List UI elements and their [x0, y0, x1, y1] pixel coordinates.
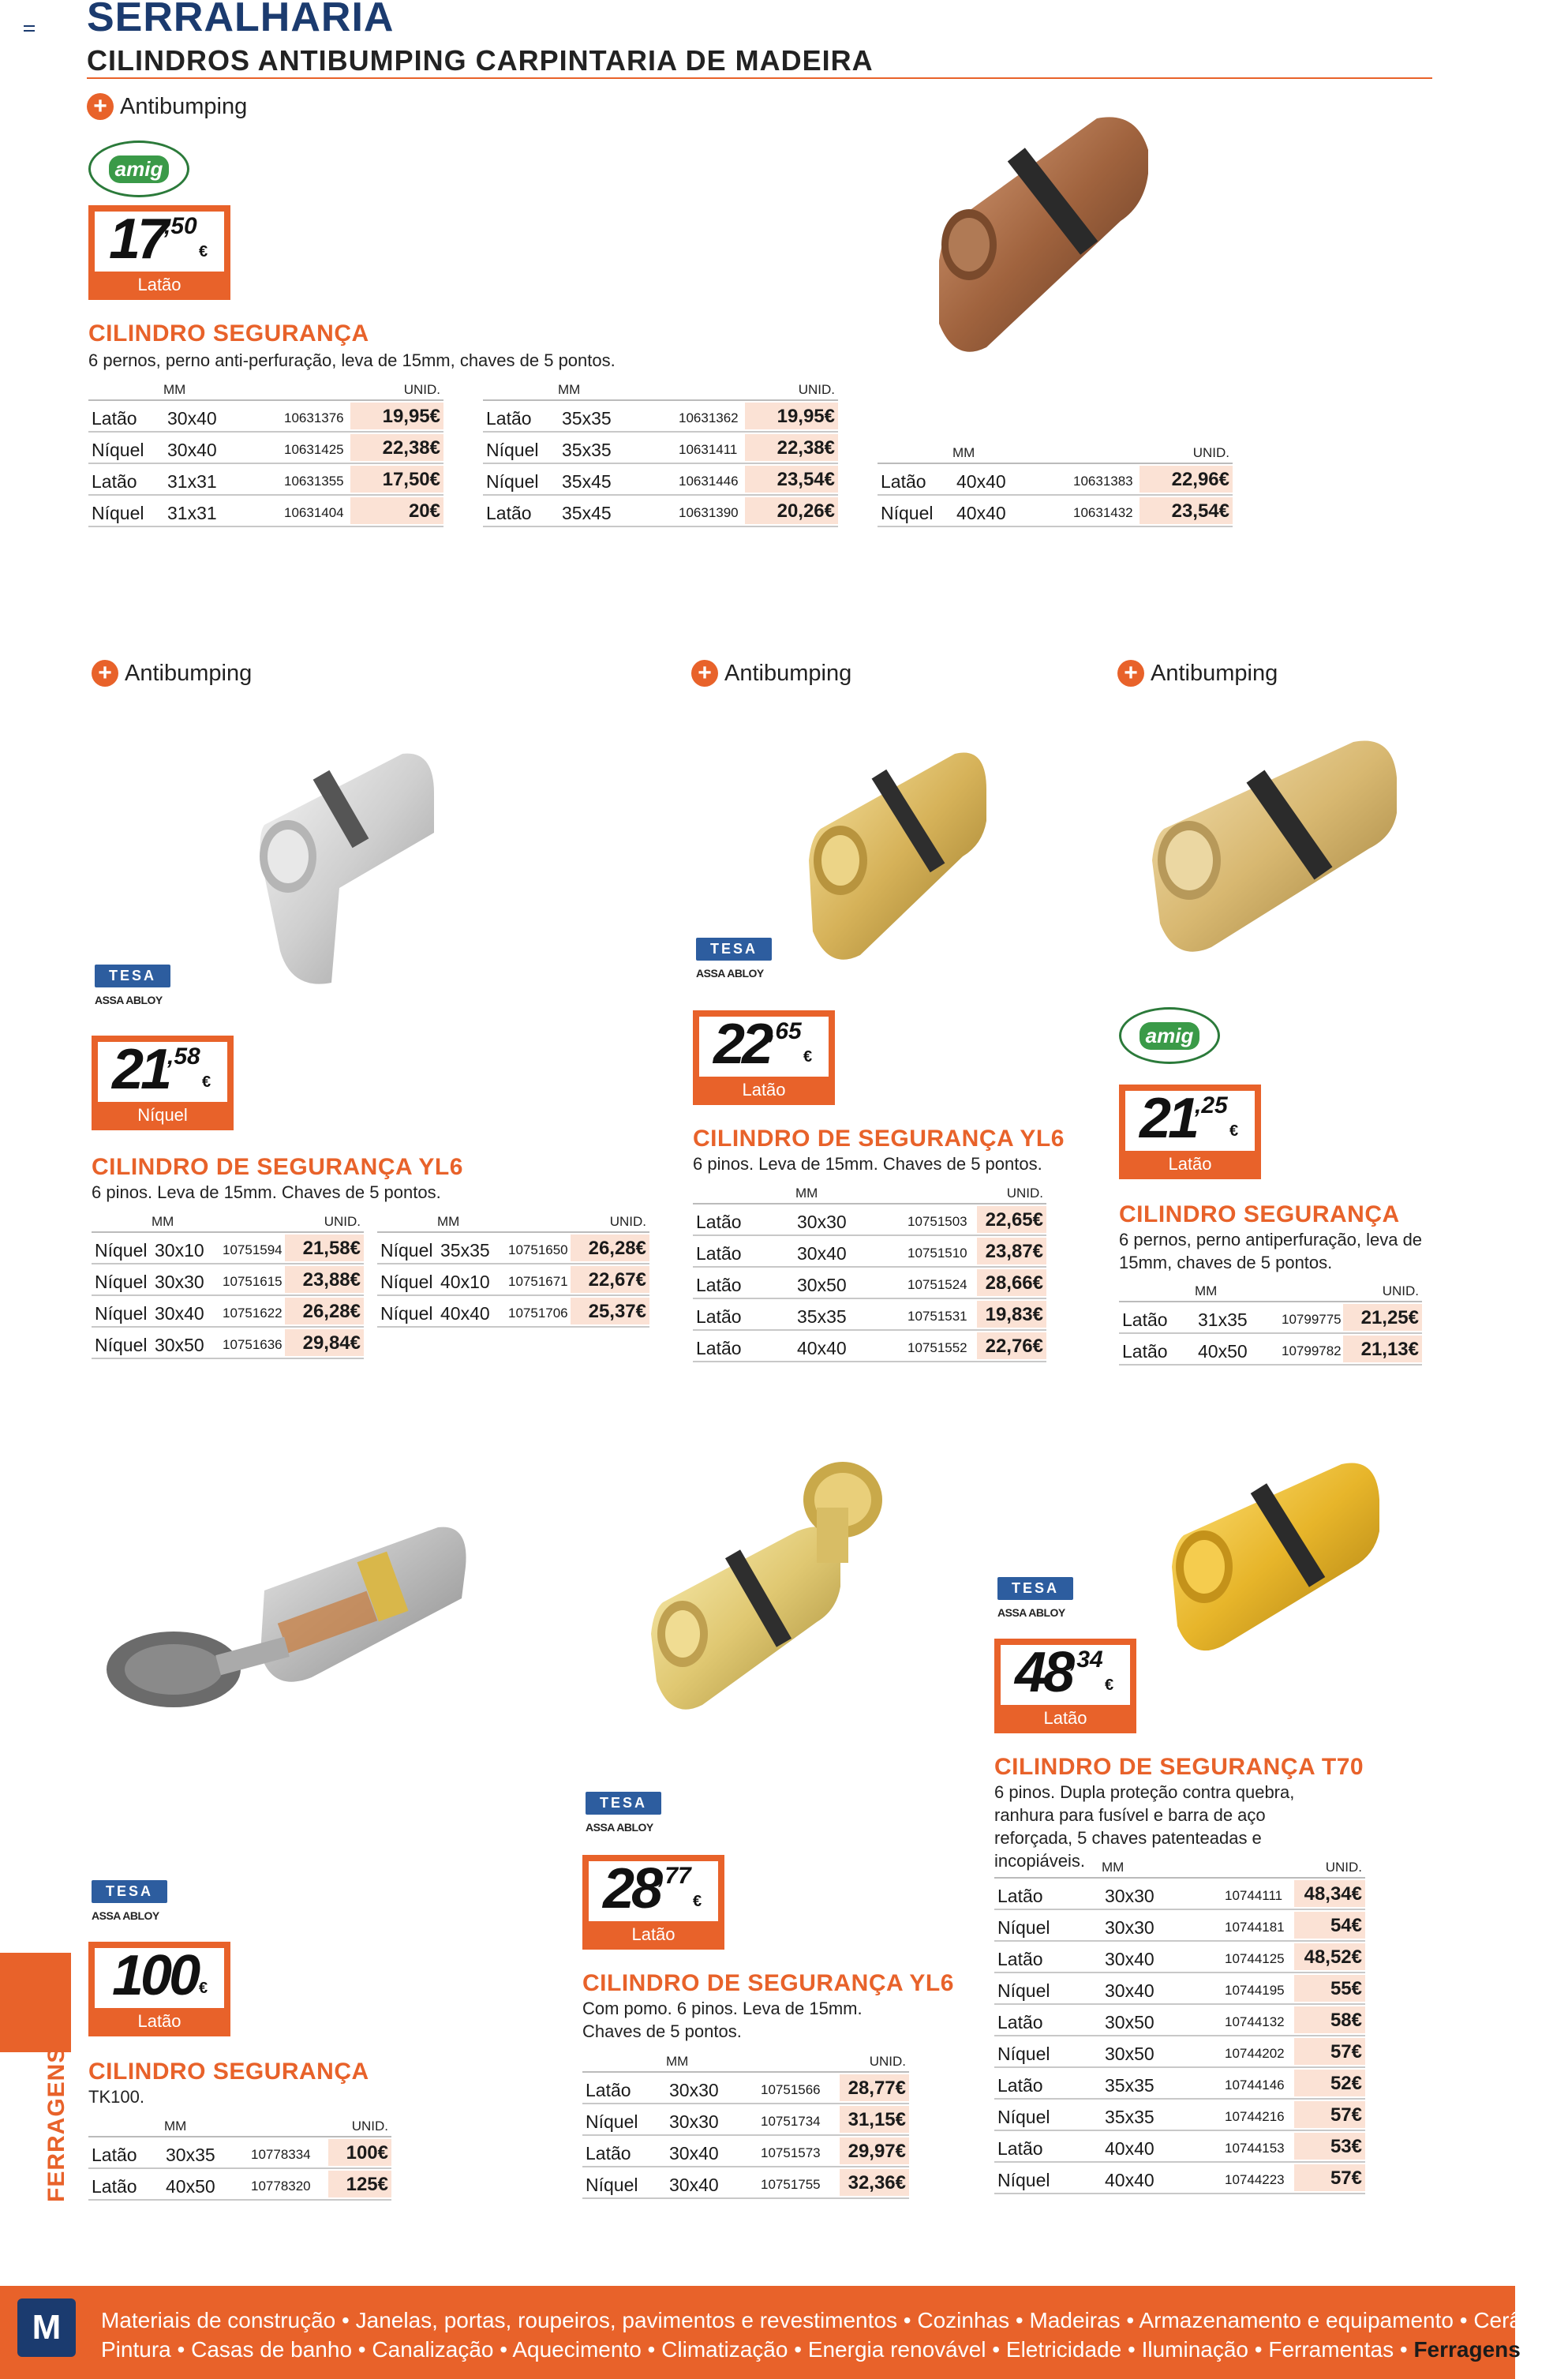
product-title: CILINDRO SEGURANÇA — [1119, 1201, 1400, 1227]
footer-category[interactable]: Materiais de construção — [101, 2308, 336, 2332]
table-row: Níquel 40x40 10744223 57€ — [994, 2163, 1365, 2194]
price-currency: € — [199, 243, 208, 260]
table-row: Níquel 30x50 10744202 57€ — [994, 2036, 1365, 2068]
table-row: Latão 40x40 10744153 53€ — [994, 2131, 1365, 2163]
plus-icon: + — [87, 93, 114, 120]
product-title: CILINDRO DE SEGURANÇA YL6 — [92, 1154, 463, 1180]
col-mm: MM — [163, 382, 186, 397]
table-row: Níquel 40x10 10751671 22,67€ — [377, 1264, 649, 1296]
price-tag: 22 ,65 € Latão — [693, 1010, 835, 1105]
product-title: CILINDRO DE SEGURANÇA YL6 — [693, 1126, 1065, 1152]
footer-categories-line-1 — [101, 2308, 1568, 2333]
table-row: Níquel 35x35 10744216 57€ — [994, 2100, 1365, 2131]
product-image-brass-cylinder-yl6 — [797, 742, 994, 971]
footer-categories-line-2 — [101, 2337, 1521, 2362]
footer-separator: • — [1248, 2337, 1269, 2362]
footer-category[interactable]: Casas de banho — [191, 2337, 353, 2362]
price-tag — [88, 205, 230, 300]
table-row: Níquel 30x30 10751615 23,88€ — [92, 1264, 364, 1296]
footer-separator: • — [1121, 2337, 1142, 2362]
feature-tag-antibumping — [87, 93, 247, 120]
spec-table: MM UNID. Níquel 30x10 10751594 21,58€ Níquel 30x30 10751615 23,88€ Níquel 30x40 10751622 26,28€ Níquel 30x50 10751636 29,84€ — [92, 1214, 364, 1359]
price-decimal: ,50 — [164, 213, 197, 239]
table-row: Latão 30x40 10631376 19,95€ — [88, 401, 443, 433]
product-description: Com pomo. 6 pinos. Leva de 15mm. Chaves de 5 pontos. — [582, 1999, 863, 2041]
table-row: Níquel 30x40 10751622 26,28€ — [92, 1296, 364, 1328]
feature-tag-label: Antibumping — [120, 93, 248, 119]
table-row: Latão 30x35 10778334 100€ — [88, 2137, 391, 2169]
footer-separator: • — [896, 2308, 918, 2332]
table-row: Latão 30x40 10751573 29,97€ — [582, 2136, 909, 2167]
product-title: CILINDRO SEGURANÇA — [88, 320, 369, 347]
footer-separator: • — [335, 2308, 356, 2332]
brand-logo-tesa: TESA ASSA ABLOY — [696, 938, 772, 980]
footer-separator: • — [170, 2337, 192, 2362]
plus-icon: + — [691, 660, 718, 687]
footer-category[interactable]: Climatização — [661, 2337, 788, 2362]
feature-tag-antibumping: + Antibumping — [1117, 660, 1278, 687]
spec-table: MM UNID. Latão 30x35 10778334 100€ Latão 40x50 10778320 125€ — [88, 2119, 391, 2201]
footer-separator: • — [788, 2337, 808, 2362]
footer-separator: • — [986, 2337, 1006, 2362]
footer-category[interactable]: Eletricidade — [1005, 2337, 1122, 2362]
side-tab — [0, 1953, 71, 2052]
price-material: Latão — [137, 275, 181, 294]
header-rule — [87, 77, 1432, 79]
table-row: Níquel 35x35 10631411 22,38€ — [483, 433, 838, 464]
table-row: Níquel 30x30 10744181 54€ — [994, 1910, 1365, 1942]
price-tag: 21 ,25 € Latão — [1119, 1085, 1261, 1179]
spec-table: MM UNID. Latão 30x30 10751503 22,65€ Latão 30x40 10751510 23,87€ Latão 30x50 10751524 28,66€ Latão 35x35 10751531 19,83€ Latão 40x40 10751552 22,76€ — [693, 1186, 1046, 1362]
footer-separator: • — [493, 2337, 513, 2362]
table-row: Latão 35x35 10744146 52€ — [994, 2068, 1365, 2100]
table-row: Níquel 30x40 10631425 22,38€ — [88, 433, 443, 464]
footer-category[interactable]: Ferramentas — [1268, 2337, 1394, 2362]
spec-table: MM UNID. Latão 40x40 10631383 22,96€ Níquel 40x40 10631432 23,54€ — [878, 445, 1233, 527]
product-image-cutaway-cylinder-tk100 — [107, 1519, 470, 1725]
table-row: Níquel 30x40 10744195 55€ — [994, 1973, 1365, 2005]
table-row: Latão 30x50 10744132 58€ — [994, 2005, 1365, 2036]
table-row: Latão 40x40 10751552 22,76€ — [693, 1331, 1046, 1362]
spec-table: MM UNID. Latão 31x35 10799775 21,25€ Latão 40x50 10799782 21,13€ — [1119, 1283, 1422, 1366]
spec-table: MM UNID. Latão 35x35 10631362 19,95€ Níquel 35x35 10631411 22,38€ Níquel 35x45 10631446 23,54€ Latão 35x45 10631390 20,26€ — [483, 382, 838, 527]
product-image-brass-cylinder-t70 — [1160, 1456, 1381, 1662]
spec-table: MM UNID. Níquel 35x35 10751650 26,28€ Níquel 40x10 10751671 22,67€ Níquel 40x40 10751706 25,37€ — [377, 1214, 649, 1328]
footer-separator: • — [1120, 2308, 1140, 2332]
product-image-bronze-cylinder — [923, 111, 1160, 371]
footer-separator: • — [352, 2337, 372, 2362]
table-row: Níquel 30x10 10751594 21,58€ — [92, 1233, 364, 1264]
price-tag: 48 ,34 € Latão — [994, 1639, 1136, 1733]
footer-category[interactable]: Cerâmica — [1473, 2308, 1568, 2332]
product-description: 6 pernos, perno anti-perfuração, leva de 15mm, chaves de 5 pontos. — [88, 350, 616, 370]
brand-logo-tesa: TESA ASSA ABLOY — [586, 1792, 661, 1834]
table-row: Latão 40x40 10631383 22,96€ — [878, 464, 1233, 496]
feature-tag-antibumping: + Antibumping — [691, 660, 851, 687]
page-title: SERRALHARIA — [87, 0, 395, 40]
brand-logo-amig — [88, 140, 189, 197]
plus-icon: + — [92, 660, 118, 687]
product-image-brass-cylinder-knob — [639, 1460, 884, 1721]
table-row: Níquel 30x50 10751636 29,84€ — [92, 1328, 364, 1359]
table-row: Latão 30x30 10751503 22,65€ — [693, 1204, 1046, 1236]
brand-logo-amig: amig — [1119, 1007, 1220, 1064]
page-subtitle: CILINDROS ANTIBUMPING CARPINTARIA DE MADEIRA — [87, 44, 874, 77]
spec-table: MM UNID. Latão 30x30 10751566 28,77€ Níquel 30x30 10751734 31,15€ Latão 30x40 10751573 29,97€ Níquel 30x40 10751755 32,36€ — [582, 2054, 909, 2199]
footer-category[interactable]: Energia renovável — [807, 2337, 986, 2362]
table-row: Latão 35x35 10751531 19,83€ — [693, 1299, 1046, 1331]
table-row: Latão 30x30 10751566 28,77€ — [582, 2073, 909, 2104]
product-description: 6 pinos. Leva de 15mm. Chaves de 5 pontos. — [92, 1182, 441, 1202]
footer-separator: • — [641, 2337, 662, 2362]
table-row: Latão 35x35 10631362 19,95€ — [483, 401, 838, 433]
feature-tag-antibumping: + Antibumping — [92, 660, 252, 687]
brand-logo-tesa: TESA ASSA ABLOY — [95, 965, 170, 1006]
table-row: Níquel 35x35 10751650 26,28€ — [377, 1233, 649, 1264]
product-image-nickel-cylinder — [245, 746, 442, 991]
table-row: Níquel 40x40 10631432 23,54€ — [878, 496, 1233, 527]
product-title: CILINDRO DE SEGURANÇA YL6 — [582, 1970, 954, 1996]
brand-logo-tesa: TESA ASSA ABLOY — [92, 1880, 167, 1922]
table-row: Latão 31x31 10631355 17,50€ — [88, 464, 443, 496]
product-description: TK100. — [88, 2087, 144, 2107]
footer-separator: • — [1009, 2308, 1030, 2332]
price-tag: 21 ,58 € Níquel — [92, 1036, 234, 1130]
brand-logo-icon: M — [17, 2298, 76, 2357]
spec-table: MM UNID. Latão 30x30 10744111 48,34€ Níquel 30x30 10744181 54€ Latão 30x40 10744125 48,52€ Níquel 30x40 10744195 55€ Latão 30x50 10744132 58€ Níquel 30x50 10744202 57€ Latão 35x35 10744146 52€ Níquel 35x35 10744216 57€ Latão 40x40 10744153 53€ Níquel 40x40 10744223 57€ — [994, 1860, 1365, 2194]
table-row: Níquel 30x40 10751755 32,36€ — [582, 2167, 909, 2199]
brand-logo-tesa: TESA ASSA ABLOY — [997, 1577, 1073, 1619]
price-tag: 100 € Latão — [88, 1942, 230, 2036]
footer-category[interactable]: Armazenamento e equipamento — [1139, 2308, 1454, 2332]
product-description: 6 pernos, perno antiperfuração, leva de 15mm, chaves de 5 pontos. — [1119, 1230, 1423, 1272]
footer-separator: • — [1453, 2308, 1474, 2332]
footer-category[interactable]: Janelas, portas, roupeiros, pavimentos e revestimentos — [355, 2308, 897, 2332]
product-title: CILINDRO DE SEGURANÇA T70 — [994, 1754, 1364, 1780]
footer-category[interactable]: Canalização — [372, 2337, 494, 2362]
table-row: Latão 30x50 10751524 28,66€ — [693, 1268, 1046, 1299]
footer-category[interactable]: Cozinhas — [917, 2308, 1010, 2332]
table-row: Latão 30x40 10751510 23,87€ — [693, 1236, 1046, 1268]
side-tab-label: FERRAGENS — [43, 2046, 69, 2202]
footer-category[interactable]: Iluminação — [1141, 2337, 1248, 2362]
footer-category[interactable]: Aquecimento — [512, 2337, 642, 2362]
spec-table — [88, 382, 443, 527]
corner-mark — [24, 25, 35, 32]
product-image-brass-cylinder-amig — [1140, 734, 1401, 971]
price-tag: 28 ,77 € Latão — [582, 1855, 724, 1950]
table-row: Níquel 31x31 10631404 20€ — [88, 496, 443, 527]
brand-logo-text: amig — [109, 155, 170, 183]
table-row: Níquel 35x45 10631446 23,54€ — [483, 464, 838, 496]
plus-icon: + — [1117, 660, 1144, 687]
footer-category[interactable]: Madeiras — [1029, 2308, 1121, 2332]
product-description: 6 pinos. Dupla proteção contra quebra, ranhura para fusível e barra de aço reforçada, 5 chaves patenteadas e incopiáveis. — [994, 1782, 1295, 1871]
table-row: Latão 31x35 10799775 21,25€ — [1119, 1302, 1422, 1334]
table-row: Latão 30x40 10744125 48,52€ — [994, 1942, 1365, 1973]
table-row: Latão 30x30 10744111 48,34€ — [994, 1879, 1365, 1910]
footer-category-current[interactable]: Ferragens — [1413, 2337, 1521, 2362]
table-row: Níquel 30x30 10751734 31,15€ — [582, 2104, 909, 2136]
table-row: Latão 35x45 10631390 20,26€ — [483, 496, 838, 527]
footer-category[interactable]: Pintura — [101, 2337, 171, 2362]
table-row: Latão 40x50 10799782 21,13€ — [1119, 1334, 1422, 1366]
table-row: Níquel 40x40 10751706 25,37€ — [377, 1296, 649, 1328]
product-title: CILINDRO SEGURANÇA — [88, 2059, 369, 2085]
footer-separator: • — [1394, 2337, 1414, 2362]
col-unid: UNID. — [403, 382, 440, 397]
price-integer: 17 — [109, 208, 167, 271]
table-row: Latão 40x50 10778320 125€ — [88, 2169, 391, 2201]
product-description: 6 pinos. Leva de 15mm. Chaves de 5 pontos. — [693, 1154, 1042, 1174]
